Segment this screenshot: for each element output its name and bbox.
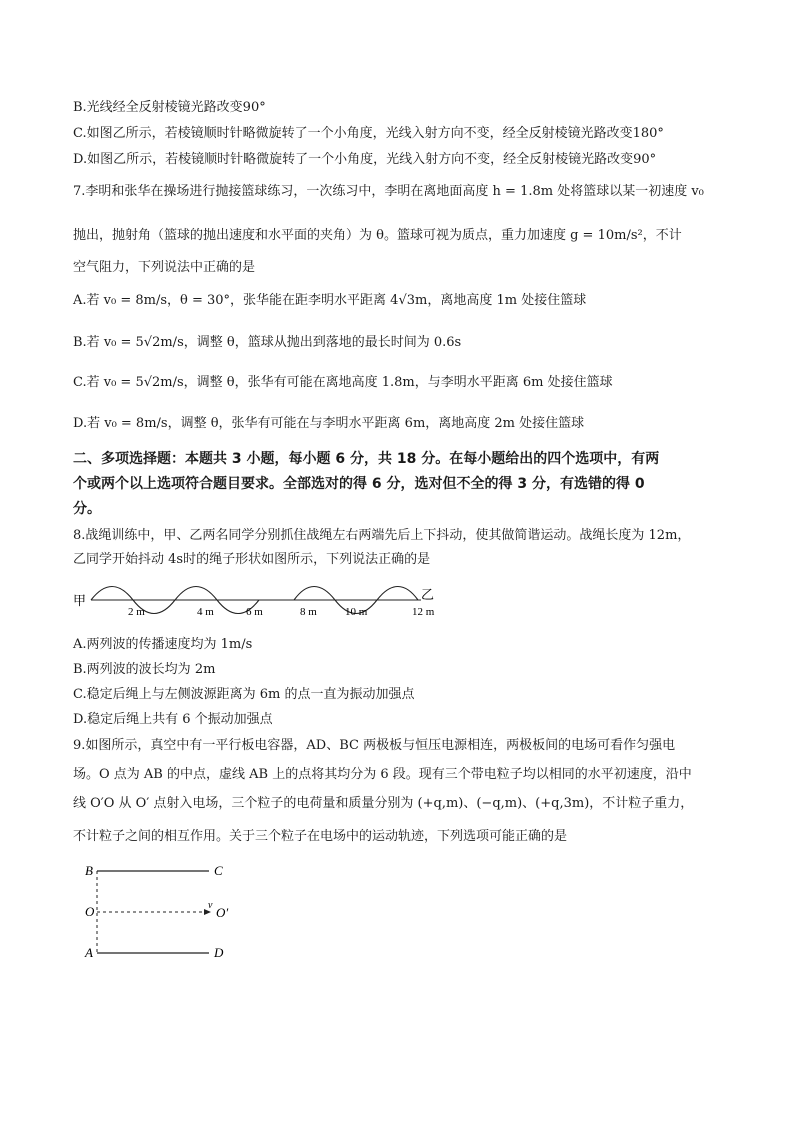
q9-stem-line-4: 不计粒子之间的相互作用。关于三个粒子在电场中的运动轨迹，下列选项可能正确的是: [73, 829, 568, 844]
label-d: D: [214, 945, 224, 960]
q7-stem-line-3: 空气阻力，下列说法中正确的是: [73, 260, 256, 275]
tick-label-8m: 8 m: [300, 606, 317, 618]
rope-right-label: 乙: [421, 587, 435, 602]
tick-label-4m: 4 m: [197, 606, 214, 618]
q9-stem-line-2: 场。O 点为 AB 的中点，虚线 AB 上的点将其均分为 6 段。现有三个带电粒子均以相同的水平初速度，沿中: [73, 767, 692, 782]
q9-stem-line-1: 9.如图所示，真空中有一平行板电容器，AD、BC 两极板与恒压电源相连，两极板间的电场可看作匀强电: [73, 738, 676, 753]
q6-option-d: D.如图乙所示，若棱镜顺时针略微旋转了一个小角度，光线入射方向不变，经全反射棱镜光路改变90°: [73, 152, 657, 167]
label-c: C: [214, 863, 223, 878]
q6-option-c: C.如图乙所示，若棱镜顺时针略微旋转了一个小角度，光线入射方向不变，经全反射棱镜光路改变180°: [73, 126, 664, 141]
tick-label-2m: 2 m: [128, 606, 145, 618]
q7-option-c: C.若 v₀ = 5√2m/s，调整 θ，张华有可能在离地高度 1.8m，与李明水平距离 6m 处接住篮球: [73, 375, 613, 390]
q8-stem-line-1: 8.战绳训练中，甲、乙两名同学分别抓住战绳左右两端先后上下抖动，使其做简谐运动。战绳长度为 12m，: [73, 528, 691, 543]
label-o: O: [85, 904, 95, 919]
label-a: A: [85, 945, 93, 960]
q7-option-a: A.若 v₀ = 8m/s，θ = 30°，张华能在距李明水平距离 4√3m，离地高度 1m 处接住篮球: [73, 293, 587, 308]
q8-stem-line-2: 乙同学开始抖动 4s时的绳子形状如图所示，下列说法正确的是: [73, 552, 431, 567]
q7-option-d: D.若 v₀ = 8m/s，调整 θ，张华有可能在与李明水平距离 6m，离地高度 2m 处接住篮球: [73, 416, 585, 431]
label-o-prime: O′: [216, 905, 229, 920]
q8-option-d: D.稳定后绳上共有 6 个振动加强点: [73, 712, 273, 727]
rope-left-label: 甲: [73, 593, 87, 608]
section-2-heading-line-2: 个或两个以上选项符合题目要求。全部选对的得 6 分，选对但不全的得 3 分，有选错的得 0: [73, 476, 645, 492]
q8-option-c: C.稳定后绳上与左侧波源距离为 6m 的点一直为振动加强点: [73, 687, 415, 702]
q7-stem-line-1: 7.李明和张华在操场进行抛接篮球练习，一次练习中，李明在离地面高度 h = 1.8m 处将篮球以某一初速度 v₀: [73, 184, 704, 199]
q9-stem-line-3: 线 O′O 从 O′ 点射入电场，三个粒子的电荷量和质量分别为 (+q,m)、(−q,m)、(+q,3m)，不计粒子重力，: [73, 796, 694, 811]
tick-label-12m: 12 m: [412, 606, 435, 618]
q6-option-b: B.光线经全反射棱镜光路改变90°: [73, 100, 266, 115]
section-2-heading-line-3: 分。: [73, 501, 101, 517]
label-b: B: [85, 863, 93, 878]
section-2-heading-line-1: 二、多项选择题：本题共 3 小题，每小题 6 分，共 18 分。在每小题给出的四个选项中，有两: [73, 451, 660, 467]
q8-option-a: A.两列波的传播速度均为 1m/s: [73, 637, 253, 652]
tick-label-10m: 10 m: [345, 606, 368, 618]
label-v: v: [208, 900, 213, 911]
q7-option-b: B.若 v₀ = 5√2m/s，调整 θ，篮球从抛出到落地的最长时间为 0.6s: [73, 335, 462, 350]
rope-wave-figure: [73, 585, 453, 625]
q8-option-b: B.两列波的波长均为 2m: [73, 662, 216, 677]
q7-stem-line-2: 抛出，抛射角（篮球的抛出速度和水平面的夹角）为 θ。篮球可视为质点，重力加速度 g = 10m/s²，不计: [73, 228, 682, 243]
capacitor-figure: [83, 860, 253, 970]
tick-label-6m: 6 m: [246, 606, 263, 618]
